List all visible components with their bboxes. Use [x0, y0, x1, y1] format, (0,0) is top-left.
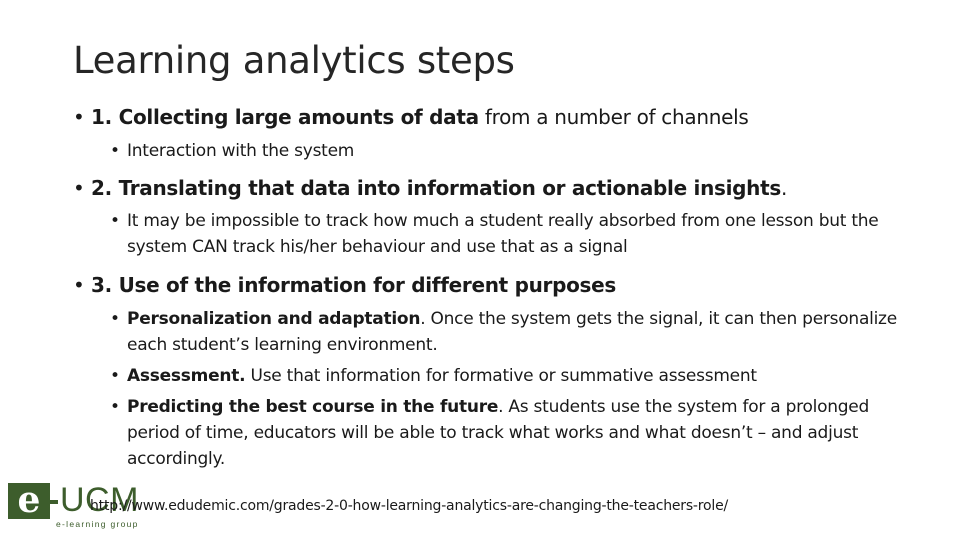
- subbullet-3c-bold: Predicting the best course in the future: [127, 397, 499, 417]
- logo-dash: [50, 500, 58, 504]
- bullet-icon: •: [73, 105, 85, 129]
- subbullet-1: [110, 138, 907, 164]
- subbullet-2-text: It may be impossible to track how much a student really absorbed from one lesson but the system CAN track his/her behaviour and use that as a signal: [127, 211, 879, 257]
- subbullet-2: [110, 208, 907, 260]
- slide-title: Learning analytics steps: [73, 39, 515, 82]
- bullet-icon: •: [110, 141, 120, 161]
- logo-e-mark: e: [8, 483, 50, 519]
- bullet-item-2: [73, 174, 787, 202]
- bullet-item-1-bold: 1. Collecting large amounts of data: [91, 105, 479, 129]
- subbullet-3c-text: . As students use the system for a prolonged period of time, educators will be able to track what works and what doesn’t – and adjust accordingly.: [127, 397, 870, 469]
- bullet-icon: •: [73, 176, 85, 200]
- logo-ucm-text: UCM: [60, 481, 139, 519]
- subbullet-1-text: Interaction with the system: [127, 141, 355, 161]
- subbullet-3a-text: . Once the system gets the signal, it can then personalize each student’s learning environment.: [127, 309, 897, 355]
- subbullet-3b-bold: Assessment.: [127, 366, 246, 386]
- bullet-icon: •: [110, 309, 120, 329]
- bullet-item-3-bold: 3. Use of the information for different purposes: [91, 273, 617, 297]
- source-link[interactable]: http://www.edudemic.com/grades-2-0-how-learning-analytics-are-changing-the-teachers-role/: [90, 498, 729, 514]
- subbullet-3b-text: Use that information for formative or summative assessment: [245, 366, 757, 386]
- subbullet-3b: [110, 363, 907, 389]
- bullet-icon: •: [73, 273, 85, 297]
- subbullet-3c: [110, 394, 907, 472]
- bullet-icon: •: [110, 397, 120, 417]
- bullet-item-2-bold: 2. Translating that data into information or actionable insights: [91, 176, 781, 200]
- logo-subtitle: e-learning group: [56, 519, 139, 529]
- bullet-item-1: [73, 103, 748, 131]
- bullet-icon: •: [110, 366, 120, 386]
- bullet-icon: •: [110, 211, 120, 231]
- subbullet-3a-bold: Personalization and adaptation: [127, 309, 421, 329]
- bullet-item-3: [73, 271, 616, 299]
- subbullet-3a: [110, 306, 907, 358]
- bullet-item-1-text: from a number of channels: [478, 105, 749, 129]
- bullet-item-2-text: .: [781, 176, 788, 200]
